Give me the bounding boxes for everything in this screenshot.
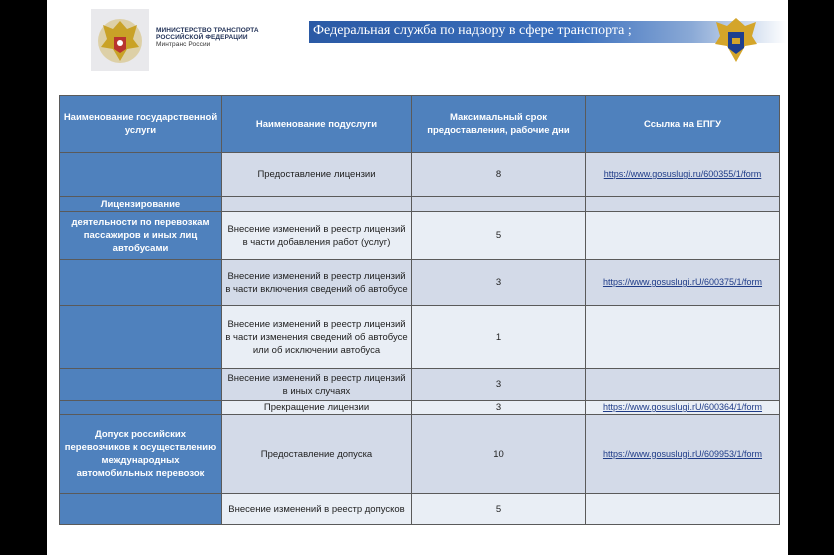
transport-service-emblem-icon — [713, 14, 759, 66]
table-row — [60, 494, 780, 525]
subservice-cell: Внесение изменений в реестр лицензий в части включения сведений об автобусе — [222, 260, 412, 306]
banner-title: Федеральная служба по надзору в сфере транспорта ; — [313, 23, 632, 38]
days-cell: 10 — [412, 415, 586, 494]
epgu-link[interactable]: https://www.gosuslugi.rU/600364/1/form — [602, 402, 763, 412]
table-row — [60, 306, 780, 369]
table-row — [60, 153, 780, 197]
epgu-link[interactable]: https://www.gosuslugi.ru/600355/1/form — [603, 169, 762, 179]
subservice-cell: Предоставление лицензии — [222, 153, 412, 197]
subservice-cell: Внесение изменений в реестр допусков — [222, 494, 412, 525]
link-cell — [586, 212, 780, 260]
epgu-link[interactable]: https://www.gosuslugi.rU/600375/1/form — [602, 277, 763, 287]
subservice-cell: Прекращение лицензии — [222, 401, 412, 415]
column-header-service: Наименование государственной услуги — [60, 96, 222, 153]
table-header-row — [60, 96, 780, 153]
service-cell-empty — [60, 401, 222, 415]
table-row — [60, 260, 780, 306]
days-cell: 5 — [412, 494, 586, 525]
column-header-epgu-link: Ссылка на ЕПГУ — [586, 96, 780, 153]
ministry-line-1: МИНИСТЕРСТВО ТРАНСПОРТА — [156, 27, 259, 34]
service-cell-empty — [60, 494, 222, 525]
slide — [47, 0, 788, 555]
link-cell — [586, 369, 780, 401]
link-cell — [586, 306, 780, 369]
table-row — [60, 415, 780, 494]
service-cell-international: Допуск российских перевозчиков к осуществлению международных автомобильных перевозок — [60, 415, 222, 494]
link-cell — [586, 260, 780, 306]
service-cell-empty — [60, 306, 222, 369]
days-cell: 3 — [412, 401, 586, 415]
link-cell — [586, 494, 780, 525]
days-cell: 8 — [412, 153, 586, 197]
subservice-cell: Предоставление допуска — [222, 415, 412, 494]
subservice-cell: Внесение изменений в реестр лицензий в части изменения сведений об автобусе или об исключении автобуса — [222, 306, 412, 369]
subservice-cell: Внесение изменений в реестр лицензий в иных случаях — [222, 369, 412, 401]
subservice-cell — [222, 197, 412, 212]
subservice-cell: Внесение изменений в реестр лицензий в части добавления работ (услуг) — [222, 212, 412, 260]
days-cell: 3 — [412, 369, 586, 401]
ministry-line-3: Минтранс России — [156, 41, 211, 48]
days-cell: 5 — [412, 212, 586, 260]
days-cell: 3 — [412, 260, 586, 306]
service-cell-licensing: Лицензирование — [60, 197, 222, 212]
link-cell — [586, 415, 780, 494]
column-header-deadline: Максимальный срок предоставления, рабочие дни — [412, 96, 586, 153]
link-cell — [586, 197, 780, 212]
table-row — [60, 369, 780, 401]
days-cell: 1 — [412, 306, 586, 369]
service-cell-empty — [60, 260, 222, 306]
ministry-line-2: РОССИЙСКОЙ ФЕДЕРАЦИИ — [156, 34, 248, 41]
table-row — [60, 212, 780, 260]
link-cell — [586, 401, 780, 415]
ministry-name — [156, 27, 259, 48]
epgu-link[interactable]: https://www.gosuslugi.rU/609953/1/form — [602, 448, 763, 459]
table-row — [60, 401, 780, 415]
service-cell-licensing-detail: деятельности по перевозкам пассажиров и иных лиц автобусами — [60, 212, 222, 260]
service-cell-empty — [60, 369, 222, 401]
days-cell — [412, 197, 586, 212]
table-row — [60, 197, 780, 212]
column-header-subservice: Наименование подуслуги — [222, 96, 412, 153]
service-cell-empty — [60, 153, 222, 197]
services-table — [59, 95, 780, 525]
link-cell — [586, 153, 780, 197]
ministry-emblem-icon — [91, 9, 149, 71]
